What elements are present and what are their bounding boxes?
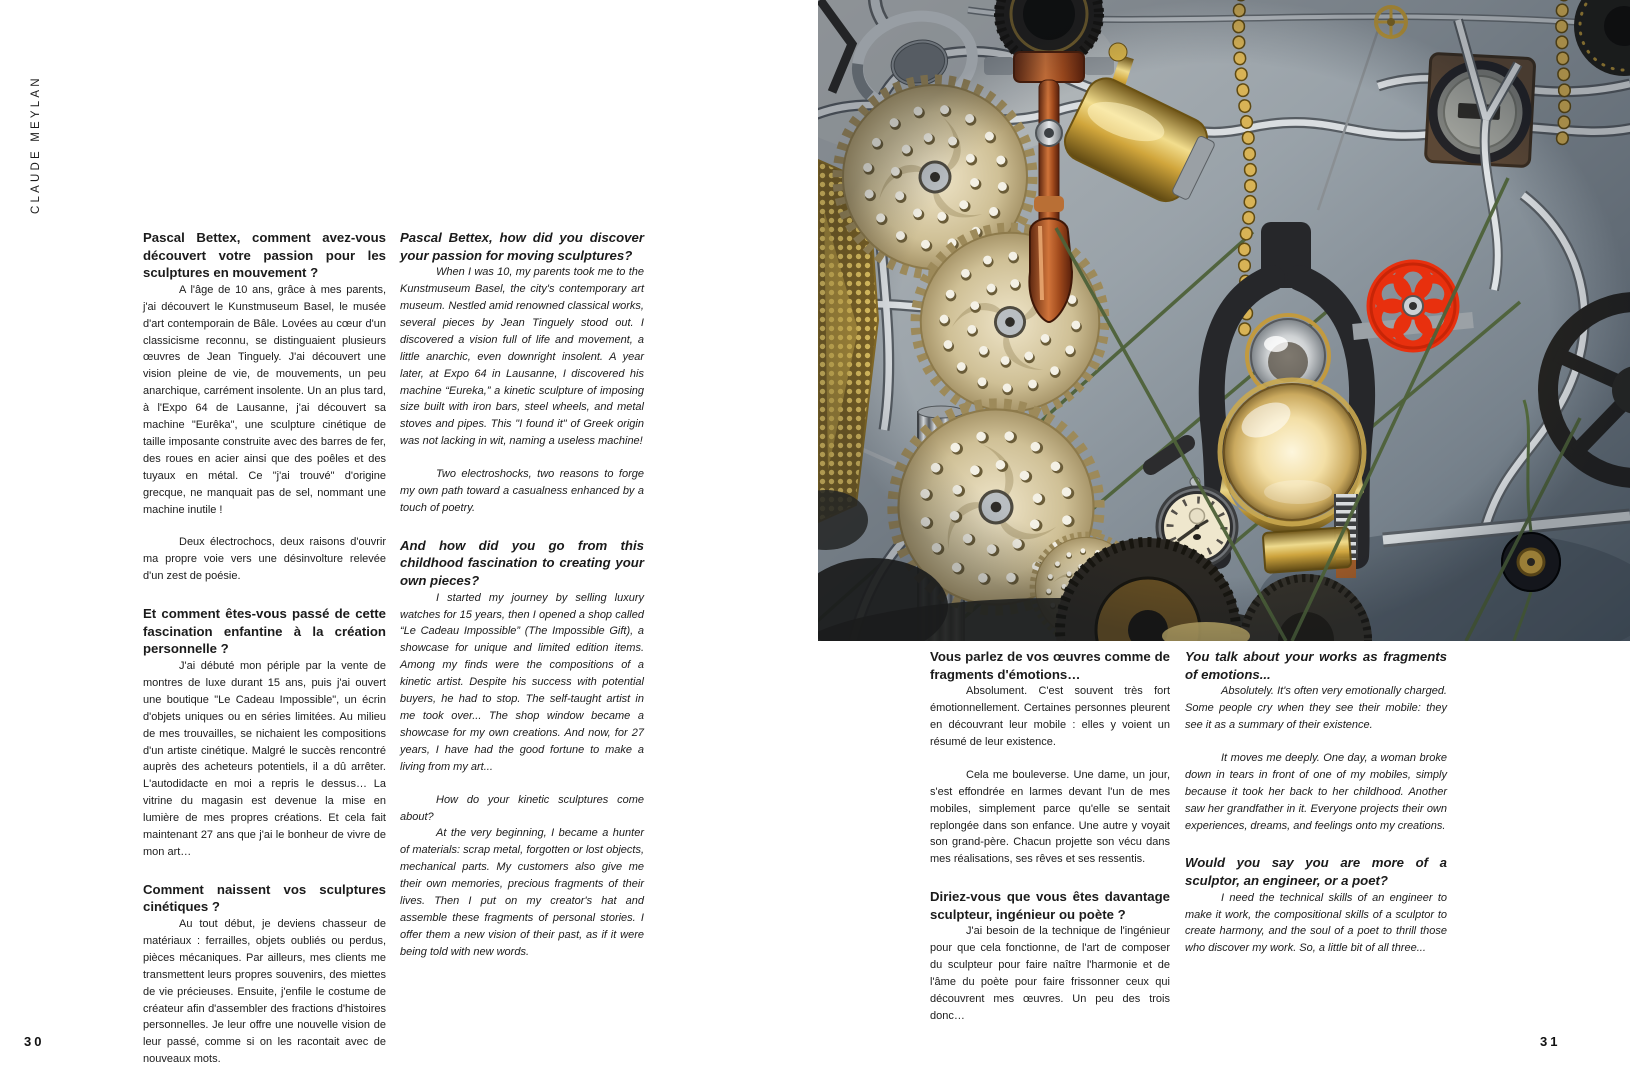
interview-column-english-1 [400,229,644,961]
question-heading: Vous parlez de vos œuvres comme de fragments d'émotions… [930,649,1170,682]
paragraph: I need the technical skills of an engineer to make it work, the compositional skills of a sculptor to create harmony, and the soul of a poet to thrill those who discover my work. So, a little bit of all three... [1185,891,1447,955]
paragraph: When I was 10, my parents took me to the Kunstmuseum Basel, the city's contemporary art museum. Nestled amid renowned classical works, several pieces by Jean Tinguely stood out. I discovered a vision full of life and movement, a little anarchic, even downright insolent. A year later, at Expo 64 in Lausanne, I discovered his machine “Eureka,” a kinetic sculpture of imposing size built with iron bars, steel wheels, and metal stoves and pipes. This "I found it" of Greek origin was not lacking in wit, naming a useless machine! [400,266,644,448]
paragraph: I started my journey by selling luxury watches for 15 years, then I opened a shop called “Le Cadeau Impossible” (The Impossible Gift), a showcase for unique and limited edition items. Among my finds were the compositions of a kinetic artist. Despite his success with potential buyers, he had to stop. The self-taught artist in me took over... The shop window became a showcase for my own creations. And now, for 27 years, I have had the good fortune to make a living from my art... [400,591,644,773]
paragraph: J'ai besoin de la technique de l'ingénieur pour que cela fonctionne, de l'art de composer du sculpteur pour faire naître l'harmonie et de l'âme du poète pour faire frissonner ceux qui découvrent mes œuvres. Un peu des trois donc… [930,925,1170,1022]
page-number-left: 30 [24,1034,45,1049]
page-number-right: 31 [1540,1034,1561,1049]
paragraph: Au tout début, je deviens chasseur de matériaux : ferrailles, objets oubliés ou perdus, pièces mécaniques. Par ailleurs, mes clients me transmettent leurs propres souvenirs, des miettes de vie précieuses. Ensuite, j'enfile le costume de créateur afin d'assembler des fractions d'histoires personnelles. Je leur offre une nouvelle vision de leur passé, comme si on les racontait avec de nouveaux mots. [143,918,386,1066]
question-lead: How do your kinetic sculptures come about? [400,793,644,823]
interview-column-french-2 [930,648,1170,1025]
paragraph: Absolument. C'est souvent très fort émotionnellement. Certaines personnes pleurent en découvrant leur mobile : elles y voient un résumé de leur existence. [930,685,1170,748]
kinetic-sculpture-illustration [818,0,1630,641]
author-vertical-title: CLAUDE MEYLAN [30,75,42,214]
question-heading: You talk about your works as fragments of emotions... [1185,649,1447,682]
question-heading: Comment naissent vos sculptures cinétiques ? [143,881,386,915]
kinetic-sculpture-photo [818,0,1630,641]
question-heading: Pascal Bettex, how did you discover your passion for moving sculptures? [400,230,644,263]
paragraph: Deux électrochocs, deux raisons d'ouvrir ma propre voie vers une désinvolture relevée d'un zest de poésie. [143,536,386,583]
paragraph: A l'âge de 10 ans, grâce à mes parents, j'ai découvert le Kunstmuseum Basel, le musée d'art contemporain de Bâle. Lovées au cœur d'un classicisme reconnu, se distinguaient plusieurs œuvres de Jean Tinguely. J'ai découvert une vision pleine de vie, de mouvements, un peu anarchique, carrément insolente. Un an plus tard, à l'Expo 64 de Lausanne, j'ai découvert sa machine "Eurêka", une sculpture cinétique de taille imposante construite avec des barres de fer, des roues en acier ainsi que des poêles et des tuyaux en métal. Ce "j'ai trouvé" d'origine grecque, ne manquait pas de sel, nommant une machine inutile ! [143,283,386,516]
question-heading: Would you say you are more of a sculptor, an engineer, or a poet? [1185,855,1447,889]
interview-column-french-1 [143,229,386,1068]
question-heading: Diriez-vous que vous êtes davantage sculpteur, ingénieur ou poète ? [930,889,1170,922]
interview-column-english-2 [1185,648,1447,957]
paragraph: It moves me deeply. One day, a woman broke down in tears in front of one of my mobiles, simply because it took her back to her childhood. Another saw her grandfather in it. Everyone projects their own experiences, dreams, and feelings onto my creations. [1185,751,1447,832]
paragraph: Cela me bouleverse. Une dame, un jour, s'est effondrée en larmes devant l'un de mes mobiles, simplement parce qu'elle se sentait replongée dans son enfance. Une autre y voyait son grand-père. Chacun projette son vécu dans mes réalisations, ses rêves et ses ressentis. [930,768,1170,866]
question-heading: And how did you go from this childhood fascination to creating your own pieces? [400,537,644,589]
paragraph: At the very beginning, I became a hunter of materials: scrap metal, forgotten or lost objects, mechanical parts. My customers also give me their own memories, precious fragments of their lives. Then I put on my creator's hat and assemble these fragments of personal stories. I offer them a new vision of their past, as if it were being told with new words. [400,827,644,958]
question-heading: Pascal Bettex, comment avez-vous découvert votre passion pour les sculptures en mouvement ? [143,230,386,281]
question-heading: Et comment êtes-vous passé de cette fascination enfantine à la création personnelle ? [143,606,386,657]
paragraph: J'ai débuté mon périple par la vente de montres de luxe durant 15 ans, puis j'ai ouvert une boutique "Le Cadeau Impossible", un écrin d'objets uniques ou en séries limitées. Au milieu de mes trouvailles, se nichaient les compositions d'un artiste cinétique. Malgré le succès rencontré auprès des acheteurs potentiels, il a dû arrêter. L'autodidacte en moi a repris le dessus… La vitrine du magasin est devenue la mise en lumière de mes propres créations. Et cela fait maintenant 27 ans que j'ai le bonheur de vivre de mon art… [143,659,386,858]
paragraph: Absolutely. It's often very emotionally charged. Some people cry when they see their mobile: they see it as a summary of their existence. [1185,685,1447,731]
paragraph: Two electroshocks, two reasons to forge my own path toward a casualness enhanced by a touch of poetry. [400,468,644,514]
